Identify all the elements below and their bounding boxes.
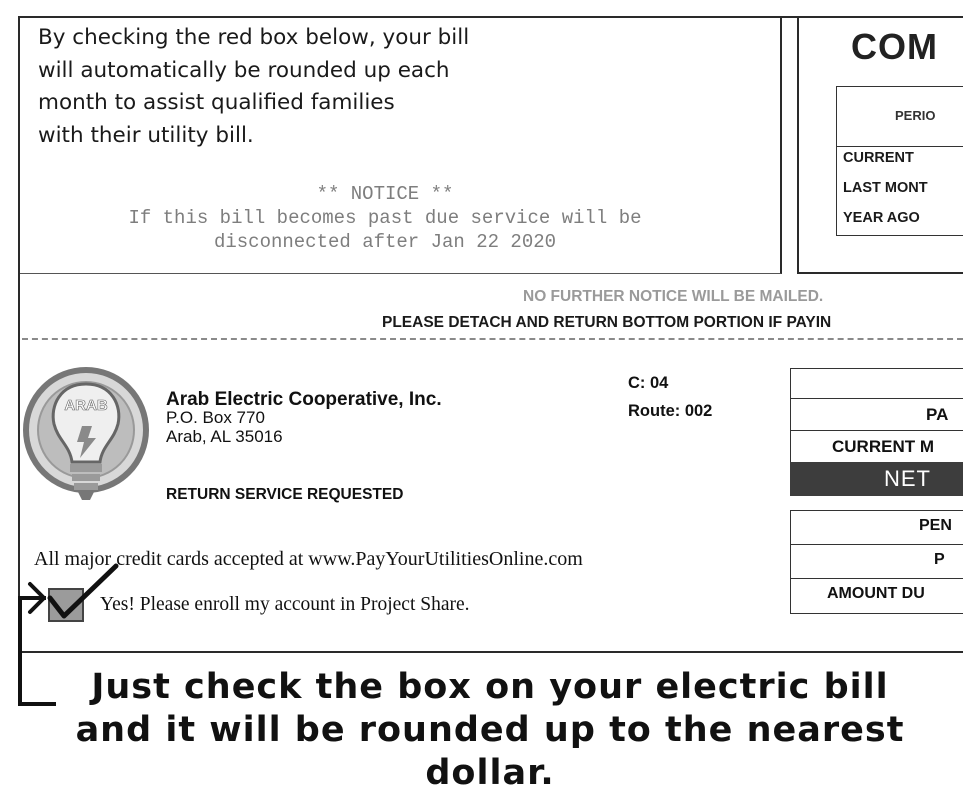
table-divider — [790, 398, 963, 399]
net-label: NET — [884, 466, 931, 491]
arab-electric-logo — [22, 366, 152, 511]
penalty-cell-pen: PEN — [919, 517, 952, 534]
cooperative-name: Arab Electric Cooperative, Inc. — [166, 389, 442, 410]
table-divider — [790, 578, 963, 579]
caption-line: and it will be rounded up to the nearest — [75, 710, 905, 750]
period-header: PERIO — [895, 108, 936, 123]
table-divider — [790, 544, 963, 545]
intro-line: with their utility bill. — [38, 122, 254, 148]
logo-text: ARAB — [64, 397, 108, 414]
intro-line: month to assist qualified families — [38, 90, 395, 115]
payment-cell-pa: PA — [926, 405, 949, 424]
table-divider — [790, 430, 963, 431]
net-bar — [790, 462, 963, 496]
cards-accepted-note: All major credit cards accepted at www.PayYourUtilitiesOnline.com — [34, 548, 583, 570]
route-code: Route: 002 — [628, 402, 713, 420]
notice-line: If this bill becomes past due service will be — [128, 207, 642, 229]
penalty-cell-p: P — [934, 551, 945, 568]
perforation-line — [22, 338, 963, 340]
promo-caption — [40, 666, 940, 795]
roundup-intro — [38, 22, 508, 152]
penalty-cell-amount-due: AMOUNT DU — [827, 585, 925, 602]
comparison-title: COM — [851, 26, 938, 67]
project-share-checkbox[interactable] — [48, 588, 84, 622]
period-row-last-month: LAST MONT — [843, 180, 928, 196]
detach-instruction: PLEASE DETACH AND RETURN BOTTOM PORTION IF PAYIN — [382, 314, 832, 331]
intro-line: will automatically be rounded up each — [38, 57, 450, 83]
notice-line: disconnected after Jan 22 2020 — [213, 231, 557, 253]
return-service-note: RETURN SERVICE REQUESTED — [166, 486, 404, 503]
intro-line: By checking the red box below, your bill — [38, 25, 470, 50]
table-divider — [836, 146, 963, 147]
payment-cell-current: CURRENT M — [832, 437, 934, 456]
no-further-notice: NO FURTHER NOTICE WILL BE MAILED. — [523, 288, 824, 305]
past-due-notice — [60, 182, 710, 254]
caption-line: Just check the box on your electric bill — [91, 667, 889, 707]
notice-title: ** NOTICE ** — [316, 183, 454, 205]
cycle-code: C: 04 — [628, 374, 669, 392]
period-row-current: CURRENT — [843, 150, 914, 166]
project-share-label: Yes! Please enroll my account in Project Share. — [100, 594, 470, 615]
cooperative-address-line: P.O. Box 770 — [166, 408, 265, 427]
cooperative-city-line: Arab, AL 35016 — [166, 427, 283, 446]
caption-line: dollar. — [425, 753, 555, 793]
period-row-year-ago: YEAR AGO — [843, 210, 920, 226]
